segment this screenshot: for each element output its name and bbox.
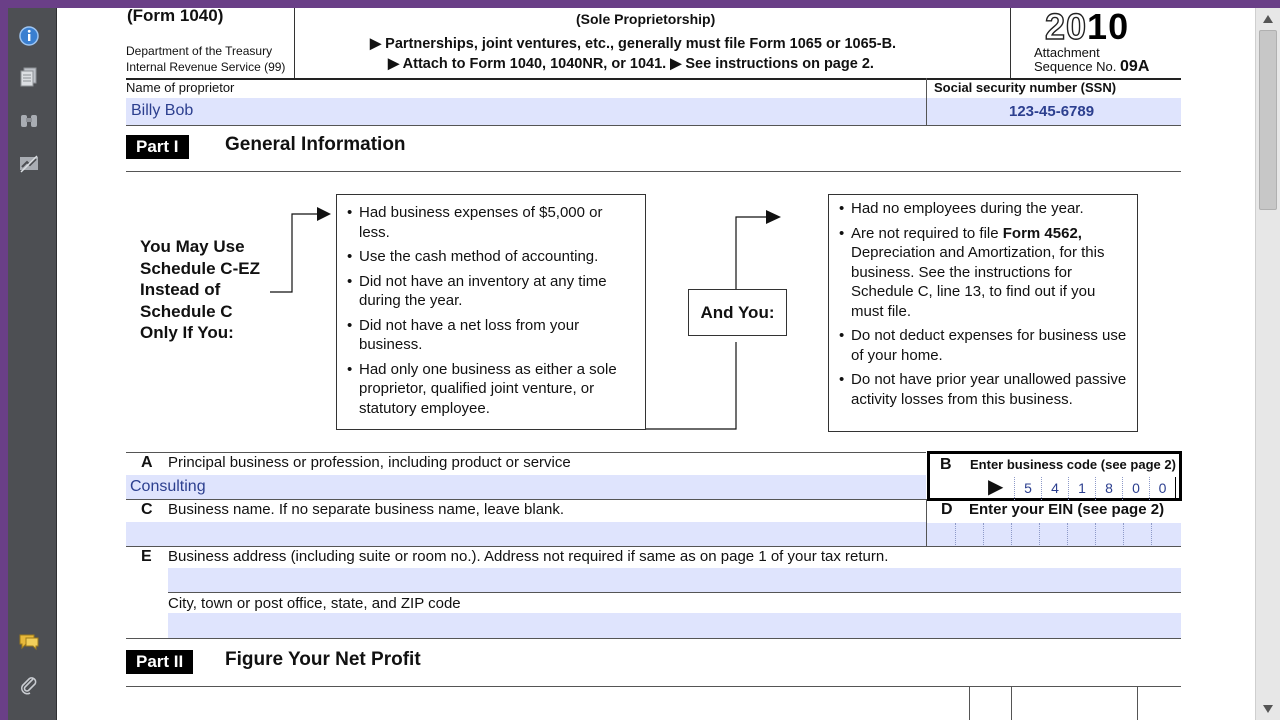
condition-item: • Are not required to file Form 4562, Depreciation and Amortization, for this business. See the instructions for Schedule C, line 13, to find out if you must file. [837, 224, 1127, 322]
ein-digit-cell [1123, 523, 1151, 545]
arrow-right-icon: ▶ [988, 476, 1004, 498]
ein-digit-cell [983, 523, 1011, 545]
condition-item: • Do not deduct expenses for business use of your home. [837, 326, 1127, 365]
condition-item: • Had only one business as either a sole proprietor, qualified joint venture, or statutory employee. [345, 360, 635, 419]
line-b-letter: B [940, 456, 952, 473]
condition-item: • Use the cash method of accounting. [345, 247, 635, 267]
intro-line: Instead of [140, 280, 221, 299]
code-digit[interactable]: 0 [1149, 477, 1176, 500]
part2-badge: Part II [126, 650, 193, 674]
principal-business-field[interactable] [126, 475, 926, 499]
window-edge [0, 0, 8, 720]
pdf-page [57, 8, 1255, 720]
instruction-line-2: ▶ Attach to Form 1040, 1040NR, or 1041. ▶ See instructions on page 2. [388, 56, 874, 72]
name-value: Billy Bob [131, 102, 194, 119]
conditions-box-2 [828, 194, 1138, 432]
code-digit[interactable]: 5 [1014, 477, 1041, 500]
business-code-box [927, 451, 1182, 501]
line-d-letter: D [941, 501, 953, 518]
department-label: Department of the Treasury [126, 44, 273, 58]
tax-year-outline: 20 [1045, 8, 1088, 47]
city-label: City, town or post office, state, and ZIP code [168, 595, 461, 612]
attachment-icon[interactable] [14, 670, 44, 700]
business-address-field[interactable] [168, 568, 1181, 592]
pages-icon[interactable] [14, 62, 44, 92]
line-e-letter: E [141, 548, 152, 565]
line-a-letter: A [141, 454, 153, 471]
window-edge-top [0, 0, 1280, 8]
condition-item: • Did not have a net loss from your business. [345, 316, 635, 355]
code-digit[interactable]: 1 [1068, 477, 1095, 500]
intro-line: Schedule C [140, 301, 233, 321]
business-name-field[interactable] [126, 522, 926, 546]
scrollbar-thumb[interactable] [1259, 30, 1277, 210]
code-digit[interactable]: 0 [1122, 477, 1149, 500]
comment-icon[interactable] [14, 627, 44, 657]
and-you-label: And You: [700, 302, 775, 322]
part2-rule [126, 686, 1181, 687]
ein-digit-cell [1011, 523, 1039, 545]
city-state-zip-field[interactable] [168, 613, 1181, 638]
part2-col-divider-1 [969, 686, 970, 720]
signature-icon[interactable] [14, 149, 44, 179]
part1-badge: Part I [126, 135, 189, 159]
condition-item: • Had no employees during the year. [837, 199, 1127, 219]
line-c-label: Business name. If no separate business name, leave blank. [168, 501, 565, 518]
conditions-list-2 [837, 199, 1127, 409]
binoculars-icon[interactable] [14, 106, 44, 136]
part2-title: Figure Your Net Profit [225, 649, 421, 670]
address-rule [168, 592, 1181, 593]
conditions-list-1 [345, 203, 635, 418]
info-icon[interactable] [14, 21, 44, 51]
ssn-value: 123-45-6789 [1009, 103, 1095, 120]
ein-digit-cell [1039, 523, 1067, 545]
left-tool-rail [0, 0, 57, 720]
and-you-box [688, 289, 787, 336]
scroll-up-arrow-icon[interactable] [1260, 12, 1276, 26]
condition-item: • Did not have an inventory at any time during the year. [345, 272, 635, 311]
ein-digit-cell [1095, 523, 1123, 545]
irs-label: Internal Revenue Service (99) [126, 60, 286, 74]
condition-item: • Had business expenses of $5,000 or less. [345, 203, 635, 242]
part1-title: General Information [225, 134, 406, 155]
business-code-input[interactable] [1014, 477, 1179, 500]
part2-col-divider-3 [1137, 686, 1138, 720]
vertical-scrollbar[interactable] [1255, 8, 1280, 720]
principal-business-value: Consulting [130, 478, 206, 495]
name-label: Name of proprietor [126, 80, 235, 95]
part2-col-divider-2 [1011, 686, 1012, 720]
instruction-line-1: ▶ Partnerships, joint ventures, etc., generally must file Form 1065 or 1065-B. [370, 36, 897, 52]
line-a-label: Principal business or profession, including product or service [168, 454, 571, 471]
line-e-label: Business address (including suite or room no.). Address not required if same as on page 1 of your tax return. [168, 548, 889, 565]
form-label: (Form 1040) [127, 8, 224, 25]
line-b-label: Enter business code (see page 2) [970, 457, 1176, 472]
condition-item: • Do not have prior year unallowed passive activity losses from this business. [837, 370, 1127, 409]
ein-field[interactable] [927, 523, 1181, 546]
ein-digit-cell [1151, 523, 1179, 545]
ein-digit-cell [1067, 523, 1095, 545]
line-c-letter: C [141, 501, 153, 518]
code-digit[interactable]: 8 [1095, 477, 1122, 500]
intro-line: Schedule C-EZ [140, 258, 260, 278]
sequence-label-text: Sequence No. [1034, 59, 1117, 74]
line-d-label: Enter your EIN (see page 2) [969, 501, 1165, 518]
intro-line: You May Use [140, 237, 245, 256]
ssn-label: Social security number (SSN) [934, 80, 1117, 95]
intro-line: Only If You: [140, 323, 234, 342]
attachment-label: Attachment [1034, 45, 1100, 60]
scroll-down-arrow-icon[interactable] [1260, 702, 1276, 716]
conditions-box-1 [336, 194, 646, 430]
form-subtitle: (Sole Proprietorship) [576, 11, 716, 27]
ein-digit-cell [955, 523, 983, 545]
code-digit[interactable]: 4 [1041, 477, 1068, 500]
sequence-number: 09A [1120, 58, 1150, 75]
tax-year-bold: 10 [1087, 8, 1130, 47]
part1-bottom-rule [126, 638, 1181, 639]
